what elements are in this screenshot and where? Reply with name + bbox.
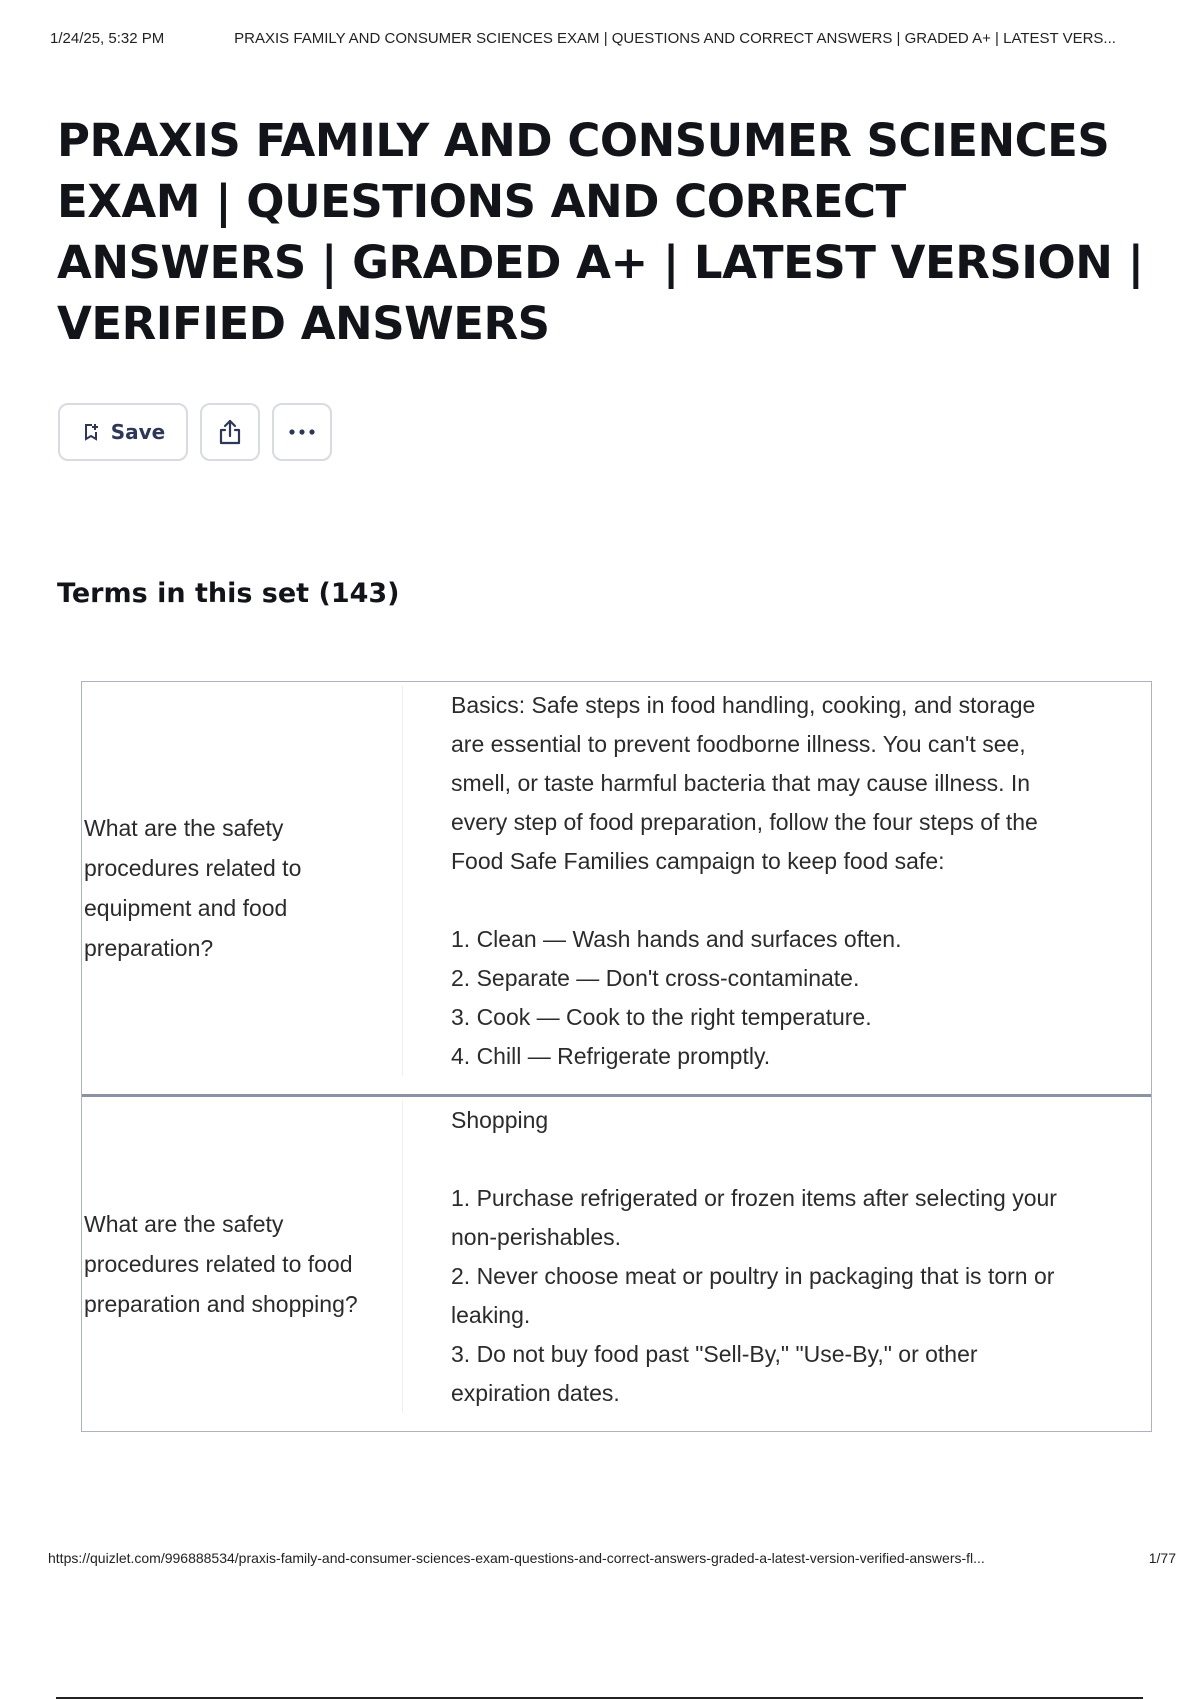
print-footer (48, 1550, 1176, 1566)
definition-text (403, 1097, 1151, 1431)
definition-intro: Basics: Safe steps in food handling, cooking, and storage are essential to prevent foodborne illness. You can't see, smell, or taste harmful bacteria that may cause illness. In every step of food preparation, follow the four steps of the Food Safe Families campaign to keep food safe: (451, 692, 1038, 874)
terms-heading: Terms in this set (143) (57, 578, 400, 609)
term-text: What are the safety procedures related to equipment and food preparation? (84, 815, 302, 961)
definition-item: 2. Separate — Don't cross-contaminate. (451, 965, 860, 991)
page-url: https://quizlet.com/996888534/praxis-family-and-consumer-sciences-exam-questions-and-correct-answers-graded-a-latest-version-verified-answers-fl... (48, 1550, 985, 1566)
more-options-button[interactable] (272, 403, 332, 461)
print-datetime: 1/24/25, 5:32 PM (50, 30, 165, 47)
print-header (50, 30, 1176, 47)
divider (56, 1697, 1143, 1699)
more-options-icon (288, 428, 316, 436)
save-bookmark-icon (81, 422, 101, 442)
definition-item: 3. Cook — Cook to the right temperature. (451, 1004, 872, 1030)
share-icon (217, 418, 243, 446)
action-bar (58, 403, 332, 461)
definition-item: 1. Clean — Wash hands and surfaces often. (451, 926, 902, 952)
definition-item: 3. Do not buy food past "Sell-By," "Use-By," or other expiration dates. (451, 1341, 978, 1406)
term-row (82, 682, 1151, 1094)
term-text: What are the safety procedures related to food preparation and shopping? (84, 1211, 358, 1317)
page-number: 1/77 (1148, 1550, 1176, 1566)
terms-table (81, 681, 1152, 1432)
definition-item: 4. Chill — Refrigerate promptly. (451, 1043, 771, 1069)
page-title: PRAXIS FAMILY AND CONSUMER SCIENCES EXAM | QUESTIONS AND CORRECT ANSWERS | GRADED A+ | LATEST VERSION | VERIFIED ANSWERS (57, 114, 1144, 350)
save-button[interactable] (58, 403, 188, 461)
share-button[interactable] (200, 403, 260, 461)
definition-item: 1. Purchase refrigerated or frozen items after selecting your non-perishables. (451, 1185, 1057, 1250)
definition-item: 2. Never choose meat or poultry in packaging that is torn or leaking. (451, 1263, 1055, 1328)
term-row (82, 1094, 1151, 1431)
save-button-label: Save (110, 420, 166, 444)
definition-text (403, 682, 1151, 1094)
print-header-title: PRAXIS FAMILY AND CONSUMER SCIENCES EXAM | QUESTIONS AND CORRECT ANSWERS | GRADED A+ | LATEST VERS... (234, 30, 1116, 47)
definition-intro: Shopping (451, 1107, 549, 1133)
